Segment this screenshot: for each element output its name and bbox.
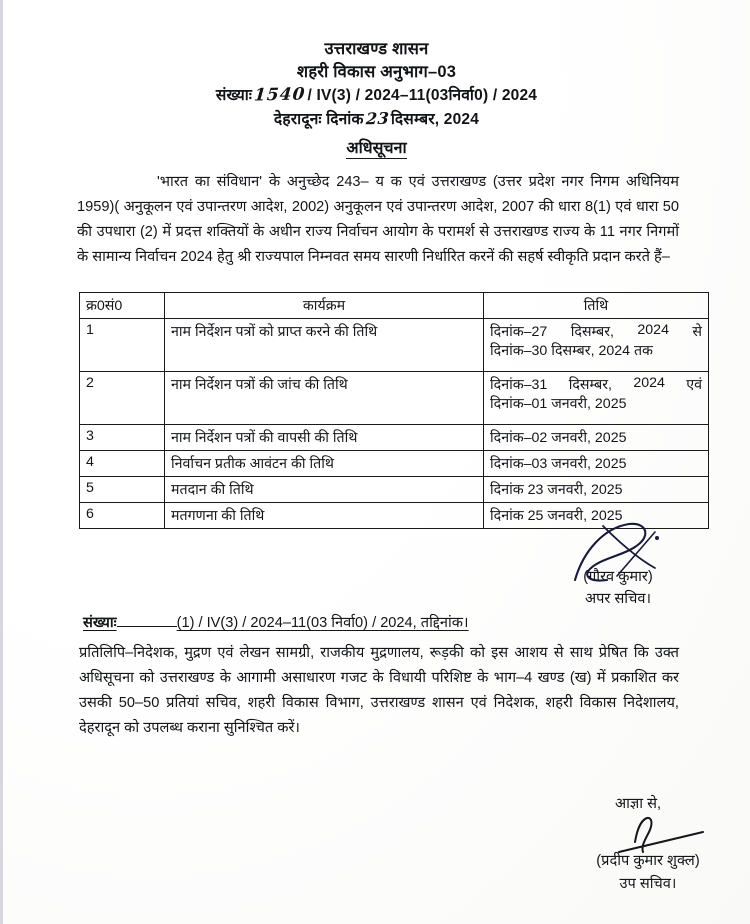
table-row [80, 503, 709, 529]
signature-name-bottom: (प्रदीप कुमार शुक्ल) [596, 853, 700, 869]
row-program: मतगणना की तिथि [165, 503, 484, 529]
date-right: 2024 [637, 322, 669, 338]
col-header-sn: क्र0सं0 [80, 293, 165, 319]
signature-block-top [523, 566, 713, 608]
row-date-line2: दिनांक–30 दिसम्बर, 2024 तक [490, 343, 653, 359]
row-sn: 5 [80, 477, 165, 503]
row-program: नाम निर्देशन पत्रों की जांच की तिथि [165, 372, 484, 425]
header-org [3, 38, 750, 60]
notification-title [3, 136, 750, 158]
table-header-row [80, 293, 709, 319]
table-row [80, 319, 709, 372]
row-date-line2: दिनांक–01 जनवरी, 2025 [490, 396, 627, 412]
by-order-label: आज्ञा से, [615, 796, 662, 812]
date-mid: दिसम्बर, [570, 324, 614, 340]
date-tail: एवं [686, 377, 702, 393]
org-name: उत्तराखण्ड शासन [324, 40, 429, 58]
date-left: दिनांक–31 [490, 377, 548, 393]
row-date: दिनांक 25 जनवरी, 2025 [484, 503, 709, 529]
row-date-line1 [490, 322, 702, 341]
place-label: देहरादूनः दिनांक [273, 111, 364, 128]
row-sn: 6 [80, 503, 165, 529]
row-program: नाम निर्देशन पत्रों की वापसी की तिथि [165, 425, 484, 451]
row-program: निर्वाचन प्रतीक आवंटन की तिथि [165, 451, 484, 477]
row-program: नाम निर्देशन पत्रों को प्राप्त करने की तिथि [165, 319, 484, 372]
row-date [484, 319, 709, 372]
row-sn: 4 [80, 451, 165, 477]
row-date-line1 [490, 375, 702, 394]
number-rest: / IV(3) / 2024–11(03निर्वा0) / 2024 [307, 87, 538, 104]
signature-designation-bottom: उप सचिव। [619, 876, 677, 892]
date-mid: दिसम्बर, [568, 377, 612, 393]
date-left: दिनांक–27 [490, 324, 548, 340]
header-department [3, 61, 750, 83]
row-date: दिनांक–02 जनवरी, 2025 [484, 425, 709, 451]
row-sn: 1 [80, 319, 165, 372]
number-line [3, 84, 750, 107]
table-row [80, 425, 709, 451]
table-row [80, 451, 709, 477]
row-sn: 3 [80, 425, 165, 451]
date-tail: से [692, 324, 702, 340]
number-handwritten: 1540 [253, 84, 307, 106]
date-handwritten: 23 [364, 108, 390, 129]
date-right: 2024 [633, 375, 665, 391]
department-name: शहरी विकास अनुभाग–03 [296, 63, 457, 81]
header-number-line [3, 84, 750, 107]
endorsement-number-label: संख्याः [83, 615, 117, 631]
endorsement-blank-space [117, 626, 177, 627]
row-date: दिनांक–03 जनवरी, 2025 [484, 451, 709, 477]
body-paragraph: 'भारत का संविधान' के अनुच्छेद 243– य क एवं उत्तराखण्ड (उत्तर प्रदेश नगर निगम अधिनियम 1959)( अनुकूलन एवं उपान्तरण आदेश, 2002) अनुकूलन एवं उपान्तरण आदेश, 2007 की धारा 8(1) एवं धारा 50 की उपधारा (2) में प्रदत्त शक्तियों के अधीन राज्य निर्वाचन आयोग के परामर्श से उत्तराखण्ड राज्य के 11 नगर निगमों के सामान्य निर्वाचन 2024 हेतु श्री राज्यपाल निम्नवत समय सारणी निर्धारित करनें की सहर्ष स्वीकृति प्रदान करते हैं– [77, 174, 679, 266]
row-date [484, 372, 709, 425]
notification-title-text: अधिसूचना [346, 140, 407, 157]
row-sn: 2 [80, 372, 165, 425]
date-rest: दिसम्बर, 2024 [390, 111, 480, 128]
table-row [80, 477, 709, 503]
endorsement-paragraph: प्रतिलिपि–निदेशक, मुद्रण एवं लेखन सामग्री, राजकीय मुद्रणालय, रूड़की को इस आशय से साथ प्रेषित कि उक्त अधिसूचना को उत्तराखण्ड के आगामी असाधारण गजट के विधायी परिशिष्ट के भाग–4 खण्ड (ख) में प्रकाशित कर उसकी 50–50 प्रतियां सचिव, शहरी विकास विभाग, उत्तराखण्ड शासन एवं निदेशक, शहरी विकास निदेशालय, देहरादून को उपलब्ध कराना सुनिश्चित करें। [79, 645, 679, 737]
number-label: संख्याः [215, 87, 253, 104]
table-row [80, 372, 709, 425]
col-header-date: तिथि [484, 293, 709, 319]
signature-designation-top: अपर सचिव। [584, 591, 652, 607]
header-place-date-line [3, 108, 750, 131]
schedule-table [79, 292, 709, 529]
signature-block-bottom [548, 850, 748, 893]
endorsement-number-text: (1) / IV(3) / 2024–11(03 निर्वा0) / 2024, तद्दिनांक। [176, 615, 469, 631]
signature-name-top: (गौरव कुमार) [583, 569, 653, 585]
row-date: दिनांक 23 जनवरी, 2025 [484, 477, 709, 503]
row-program: मतदान की तिथि [165, 477, 484, 503]
place-date-line [3, 108, 750, 131]
col-header-program: कार्यक्रम [165, 293, 484, 319]
endorsement-number-line [83, 612, 469, 632]
